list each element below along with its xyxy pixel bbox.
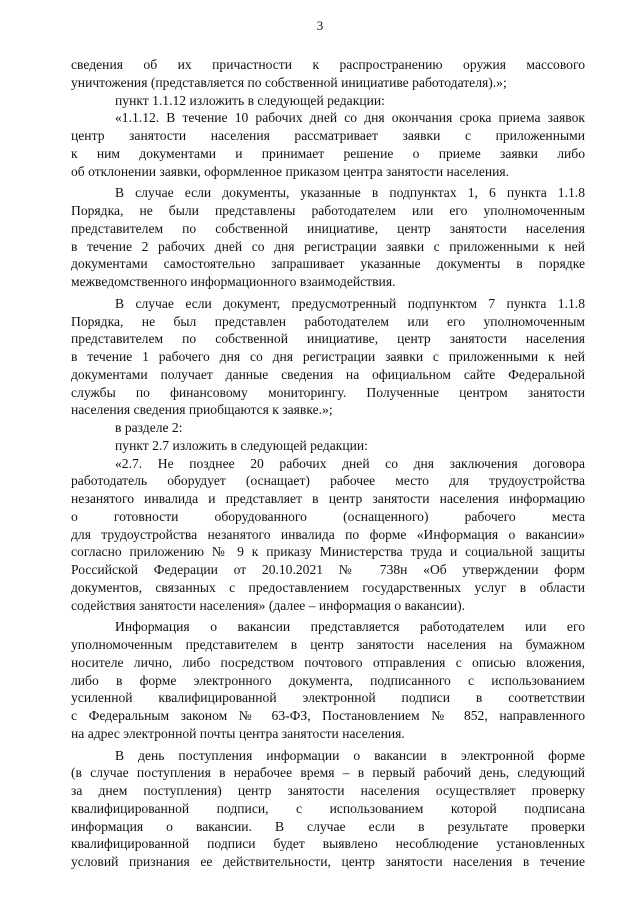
text-line: квалифицированной подписи, с использованием которой подписана (71, 800, 585, 816)
text-line: «1.1.12. В течение 10 рабочих дней со дня окончания срока приема заявок (115, 110, 585, 126)
text-line: содействия занятости населения» (далее – информация о вакансии). (71, 597, 466, 613)
text-line: Порядка, не были представлены работодателем или его уполномоченным (71, 203, 585, 218)
text-line: информация о вакансии. В случае если в результате проверки (71, 818, 585, 834)
text-line: «2.7. Не позднее 20 рабочих дней со дня заключения договора (115, 455, 585, 471)
page-number: 3 (316, 18, 324, 33)
text-line: межведомственного информационного взаимодействия. (71, 274, 396, 289)
text-line: представителем по собственной инициативе, центр занятости населения (71, 220, 585, 236)
text-line: Информация о вакансии представляется работодателем или его (115, 619, 585, 635)
text-line: согласно приложению № 9 к приказу Министерства труда и социальной защиты (71, 544, 585, 560)
text-line: в разделе 2: (115, 420, 183, 435)
text-line: документов, связанных с предоставлением государственных услуг в области (71, 579, 585, 595)
text-line: В день поступления информации о вакансии в электронной форме (115, 747, 585, 763)
text-line: условий признания ее действительности, центр занятости населения в течение (71, 854, 585, 869)
text-line: носителе лично, либо посредством почтового отправления с описью вложения, (71, 654, 585, 670)
text-line: уполномоченным представителем в центр занятости населения на бумажном (71, 637, 585, 652)
text-line: Порядка, не был представлен работодателем или его уполномоченным (71, 313, 585, 329)
text-line: либо в форме электронного документа, подписанного с использованием (71, 672, 585, 688)
text-line: В случае если документ, предусмотренный подпунктом 7 пункта 1.1.8 (115, 295, 585, 311)
text-line: для трудоустройства незанятого инвалида по форме «Информация о вакансии» (71, 526, 585, 542)
text-line: за днем поступления) центр занятости населения осуществляет проверку (71, 783, 585, 798)
text-line: в течение 1 рабочего дня со дня регистрации заявки с приложенными к ней (71, 349, 585, 364)
text-line: центр занятости населения рассматривает заявки с приложенными (71, 128, 585, 143)
document-body (71, 56, 585, 871)
text-line: представителем по собственной инициативе, центр занятости населения (71, 331, 585, 347)
text-line: о готовности оборудованного (оснащенного) рабочего места (71, 508, 585, 524)
text-line: об отклонении заявки, оформленное приказом центра занятости населения. (71, 163, 510, 179)
text-line: (в случае поступления в нерабочее время – в первый рабочий день, следующий (71, 765, 585, 781)
text-line: документами получает данные сведения на официальном сайте Федеральной (71, 366, 585, 382)
text-line: на адрес электронной почты центра занятости населения. (71, 725, 405, 741)
text-line: квалифицированной подписи будет выявлено несоблюдение установленных (71, 836, 585, 852)
text-line: к ним документами и принимает решение о приеме заявки либо (71, 145, 585, 161)
text-line: сведения об их причастности к распространению оружия массового (71, 57, 585, 72)
text-line: документами самостоятельно запрашивает указанные документы в порядке (71, 256, 585, 272)
text-line: с Федеральным законом № 63-ФЗ, Постановлением № 852, направленного (71, 708, 585, 723)
text-line: В случае если документы, указанные в подпунктах 1, 6 пункта 1.1.8 (115, 185, 585, 201)
text-line: Российской Федерации от 20.10.2021 № 738н «Об утверждении форм (71, 562, 585, 577)
text-line: пункт 1.1.12 изложить в следующей редакции: (115, 92, 385, 108)
text-line: службы по финансовому мониторингу. Полученные центром занятости (71, 384, 585, 400)
text-line: в течение 2 рабочих дней со дня регистрации заявки с приложенными к ней (71, 238, 585, 254)
text-line: населения сведения приобщаются к заявке.»; (71, 402, 333, 418)
text-line: незанятого инвалида и представляет в центр занятости населения информацию (71, 491, 585, 506)
text-line: уничтожения (представляется по собственной инициативе работодателя).»; (71, 74, 507, 90)
text-line: работодатель оборудует (оснащает) рабочее место для трудоустройства (71, 473, 585, 489)
text-line: усиленной квалифицированной электронной подписи в соответствии (71, 690, 585, 706)
text-line: пункт 2.7 изложить в следующей редакции: (115, 437, 368, 453)
